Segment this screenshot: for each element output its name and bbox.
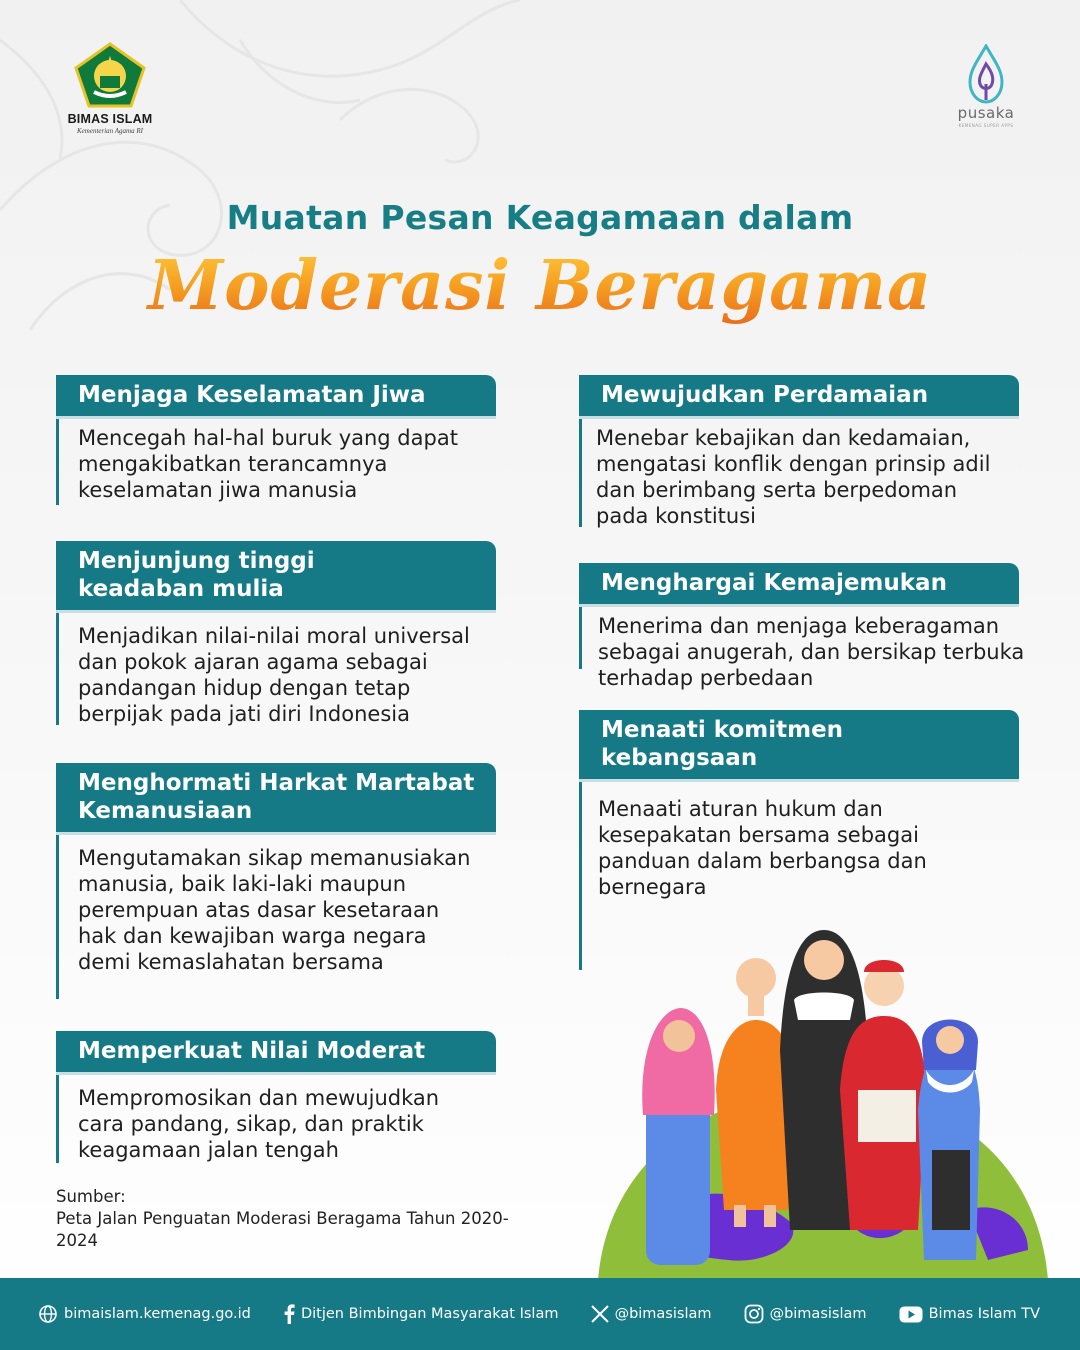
diverse-people-illustration bbox=[588, 920, 1058, 1280]
footer-youtube-text: Bimas Islam TV bbox=[928, 1306, 1040, 1322]
person-girl-headscarf bbox=[918, 1020, 980, 1261]
card-body: Menebar kebajikan dan kedamaian, mengatasi konflik dengan prinsip adil dan berimbang serta berpedoman pada konstitusi bbox=[579, 419, 1019, 527]
card-menghargai-kemajemukan bbox=[579, 563, 1025, 690]
footer-website-text: bimaislam.kemenag.go.id bbox=[64, 1306, 251, 1322]
footer-facebook[interactable] bbox=[283, 1304, 559, 1324]
card-title: Menjaga Keselamatan Jiwa bbox=[56, 375, 496, 419]
bimas-islam-logo bbox=[62, 42, 158, 135]
card-body: Menaati aturan hukum dan kesepakatan bersama sebagai panduan dalam berbangsa dan bernegara bbox=[579, 782, 1019, 970]
globe-icon bbox=[38, 1304, 58, 1324]
card-body: Mencegah hal-hal buruk yang dapat mengakibatkan terancamnya keselamatan jiwa manusia bbox=[56, 419, 496, 505]
facebook-icon bbox=[283, 1304, 295, 1324]
kemenag-emblem-icon bbox=[74, 42, 146, 108]
footer-youtube[interactable] bbox=[899, 1306, 1040, 1323]
footer-instagram-text: @bimasislam bbox=[769, 1306, 867, 1322]
footer-x[interactable] bbox=[591, 1305, 712, 1323]
card-title: Menghargai Kemajemukan bbox=[579, 563, 1019, 607]
source-note bbox=[56, 1186, 536, 1252]
footer-facebook-text: Ditjen Bimbingan Masyarakat Islam bbox=[300, 1306, 559, 1322]
card-menjunjung-tinggi-keadaban bbox=[56, 541, 496, 725]
instagram-icon bbox=[744, 1304, 764, 1324]
logo-org-name: BIMAS ISLAM bbox=[67, 112, 153, 126]
card-body: Menjadikan nilai-nilai moral universal dan pokok ajaran agama sebagai pandangan hidup dengan tetap berpijak pada jati diri Indonesia bbox=[56, 613, 496, 725]
title-line-1: Muatan Pesan Keagamaan dalam bbox=[226, 198, 854, 237]
card-menjaga-keselamatan-jiwa bbox=[56, 375, 496, 505]
person-hijab bbox=[642, 1008, 714, 1265]
card-body: Mempromosikan dan mewujudkan cara pandang, sikap, dan praktik keagamaan jalan tengah bbox=[56, 1075, 496, 1163]
footer-instagram[interactable] bbox=[744, 1304, 867, 1324]
pusaka-drop-icon bbox=[966, 44, 1006, 104]
card-title: Menjunjung tinggi keadaban mulia bbox=[56, 541, 496, 613]
footer-website[interactable] bbox=[38, 1304, 251, 1324]
card-memperkuat-nilai-moderat bbox=[56, 1031, 496, 1163]
logo-org-subtitle: Kementerian Agama RI bbox=[77, 127, 143, 135]
footer-bar bbox=[0, 1278, 1080, 1350]
card-title: Menaati komitmen kebangsaan bbox=[579, 710, 1019, 782]
card-body: Menerima dan menjaga keberagaman sebagai anugerah, dan bersikap terbuka terhadap perbedaan bbox=[579, 607, 1039, 669]
pusaka-tagline: KEMENAG SUPER APPS bbox=[958, 123, 1014, 128]
card-menghormati-harkat-martabat bbox=[56, 763, 496, 999]
title-line-2: Moderasi Beragama bbox=[0, 246, 1080, 326]
card-title: Menghormati Harkat Martabat Kemanusiaan bbox=[56, 763, 496, 835]
footer-x-text: @bimasislam bbox=[614, 1306, 712, 1322]
x-icon bbox=[591, 1305, 609, 1323]
card-title: Memperkuat Nilai Moderat bbox=[56, 1031, 496, 1075]
card-title: Mewujudkan Perdamaian bbox=[579, 375, 1019, 419]
pusaka-logo bbox=[944, 44, 1028, 128]
card-body: Mengutamakan sikap memanusiakan manusia, baik laki-laki maupun perempuan atas dasar kesetaraan hak dan kewajiban warga negara demi kemaslahatan bersama bbox=[56, 835, 496, 999]
card-mewujudkan-perdamaian bbox=[579, 375, 1019, 527]
youtube-icon bbox=[899, 1306, 923, 1323]
source-label: Sumber: bbox=[56, 1187, 126, 1206]
source-text: Peta Jalan Penguatan Moderasi Beragama Tahun 2020-2024 bbox=[56, 1209, 509, 1250]
pusaka-name: pusaka bbox=[957, 104, 1015, 122]
